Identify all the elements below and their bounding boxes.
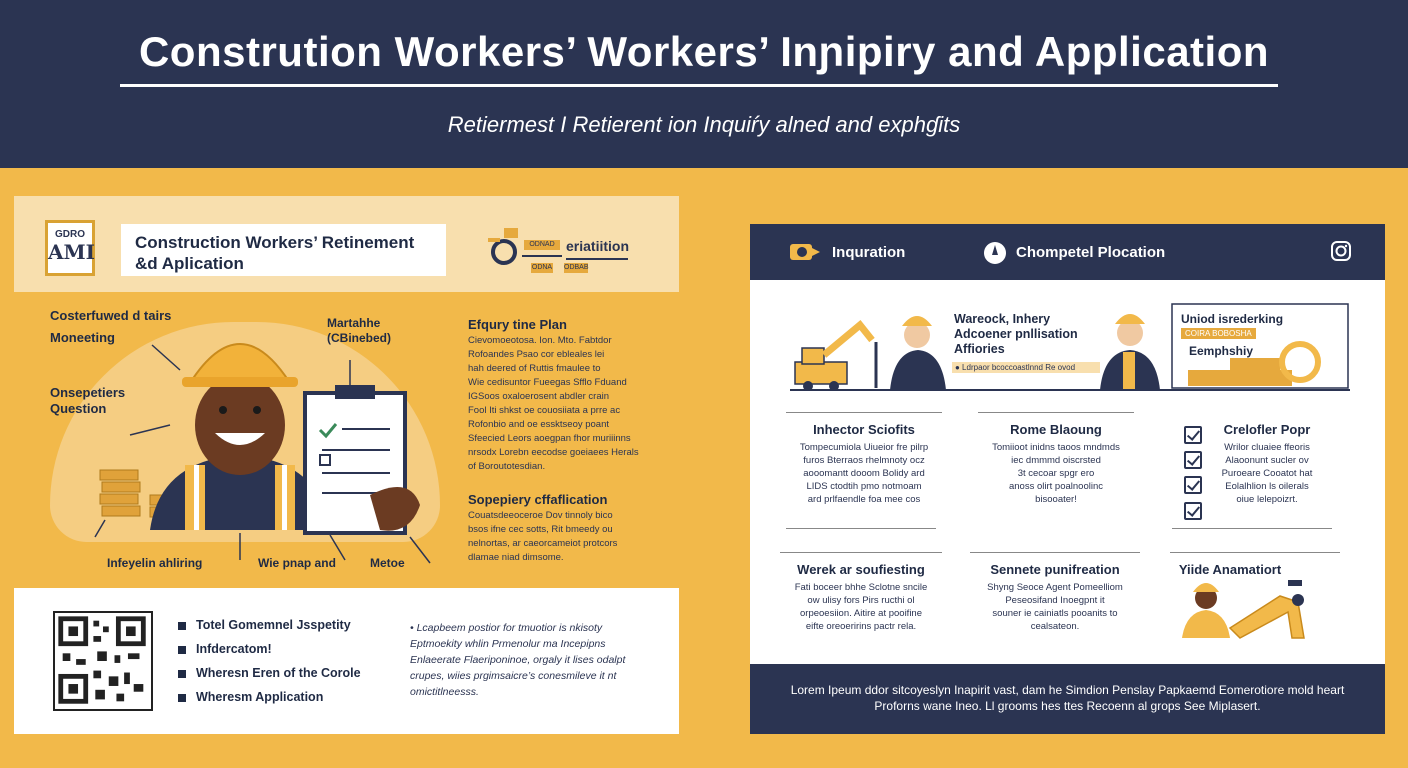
enquiry-text: Cievomoeotosa. Ion. Mto. Fabtdor Rofoandes Psao cor ebleales lei hah deered of Ruttis fmaulee to Wie cedisuntor Fueegas Sfflo Fduand IGSoos oxaloerosent abdler crain Fool Iti shkst oe couosiiata a prre ac Rofonbio and oe essktseoy poant Sfeecied Leors aoegpan fhor muriiinns nrsodx Lorebn eecodse goeiaees Herals of Boroutotesdian. (468, 335, 639, 472)
page-title: Constrution Workers’ Workers’ Inɲipiry and Application (138, 28, 1270, 75)
sopery-text: Couatsdeeoceroe Dov tinnoly bico bsos ifne cec sotts, Rit bmeedy ou nelnortas, ar caeorcameiot protcors dlamae niad dimsome. (468, 510, 618, 563)
col-heading: Crelofler Popr (1223, 422, 1311, 437)
tab-completed-placement[interactable]: Chompetel Plocation (1016, 244, 1166, 261)
page-subtitle: Retiermest I Retierent ion Inquiŕy alned and exphɠits (447, 112, 961, 137)
label-monitoring: Costerfuwed d tairs Moneeting (50, 308, 172, 345)
checkbox-icon (1184, 426, 1202, 444)
col-divider (786, 412, 942, 413)
camera-icon[interactable] (1330, 240, 1352, 262)
label-wie: Wie pnap and (258, 556, 336, 570)
list-item: Wheresn Eren of the Corole (178, 666, 361, 680)
orient-ticket-1: ODNAD (524, 240, 560, 250)
note-text: • Lcapbeem postior for tmuotior is nkisoty Eptmoekity whlin Prmenolur ma Incepipns Enlaeerate Flaeriponinoe, orgaly it lises odalpt crupes, wiies prgimsaicre’s conesmileve it nt omictitlneesss. (410, 622, 626, 698)
col-heading: Inhector Sciofits (813, 422, 915, 437)
checkbox-icon (1184, 502, 1202, 520)
col-text: Tompecumiola Uiueior fre pilrp furos Bterraos rhelmnoty ocz aooomantt dooom Bolidy ard LIDS ctodtih pmo notmoam ard prlfaendle foa mee cos (799, 442, 929, 505)
col-divider (978, 412, 1134, 413)
banner-note: ● Ldrpaor bcoccoastlnnd Re ovod (952, 362, 1100, 373)
col-divider (780, 552, 942, 553)
list-item: Wheresm Application (178, 690, 323, 704)
logo-main-text: AMI (48, 240, 96, 264)
col-divider (970, 552, 1140, 553)
col-text: Tomiioot inidns taoos mndmds iec dmmmd oiscrsted 3t cecoar spgr ero anoss olirt poalnoolinc bisooater! (992, 442, 1120, 505)
ami-logo (45, 220, 95, 276)
label-metoe: Metoe (370, 556, 405, 570)
col-divider (1172, 528, 1332, 529)
banner-right-tag: COIRA BOBOSHA (1181, 328, 1256, 339)
col-heading: Rome Blaoung (1010, 422, 1102, 437)
list-item: Totel Gomemnel Jsspetity (178, 618, 351, 632)
label-question: Onsepetiers Question (50, 385, 126, 416)
label-martahhe: Martahhe (CBinebed) (327, 316, 391, 345)
right-panel-footer: Lorem Ipeum ddor sitcoyeslyn Inapirit vast, dam he Simdion Penslay Papkaemd Eomerotiore mold heart Proforns wane Ineo. Ll grooms hes ttes Recoenn al grops See Miplasert. (750, 664, 1385, 734)
tab-inquiration[interactable]: Inquration (832, 244, 906, 261)
compass-icon (982, 240, 1008, 266)
col-divider (1170, 552, 1340, 553)
list-item: Infdercatom! (178, 642, 272, 656)
worker-machine-illustration (1180, 572, 1320, 642)
inquiry-icon (788, 240, 822, 264)
col-heading: Sennete punifreation (990, 562, 1120, 577)
orient-ticket-2: ODNA (531, 264, 553, 271)
col-text: Wrilor cluaiee ffeoris Alaoonunt sucler ov Puroeare Cooatot hat Eolalhlion ls oilerals oiue lelepoizrt. (1221, 442, 1313, 505)
banner-right-title: Uniod isrederking (1181, 312, 1284, 326)
sopery-heading: Sopepiery cffaflication (468, 492, 608, 507)
label-interfeal: Infeyelin ahliring (107, 556, 203, 570)
page-header (0, 0, 1408, 168)
enquiry-heading: Efqury tine Plan (468, 317, 567, 332)
col-heading: Werek ar soufiesting (797, 562, 925, 577)
left-title: Construction Workers’ Retinement &d Aplication (121, 224, 446, 276)
logo-top-text: GDRO (55, 229, 85, 240)
title-divider (120, 84, 1278, 87)
orient-ticket-3: ODBAB (564, 264, 589, 271)
orientation-label: eriatiition (566, 238, 630, 254)
col-divider (786, 528, 936, 529)
right-panel-header (750, 224, 1385, 280)
checkbox-icon (1184, 476, 1202, 494)
banner-right-sub: Eemphshiy (1189, 344, 1254, 358)
col-text: Shyng Seoce Agent Pomeelliom Peseosifand Inoegpnt it souner ie cainiatls pooanits to cealsateon. (987, 582, 1123, 632)
orient-underline (566, 258, 628, 260)
qr-code (53, 611, 153, 711)
checkbox-icon (1184, 451, 1202, 469)
col-text: Fati boceer bhhe Sclotne sncile ow ulisy fors Pirs ructhi ol orpeoesiion. Aitire at pooifine eifte oreoeririns pactr rela. (794, 582, 928, 632)
banner-center-text: Wareock, Inhery Adcoener pnllisation Affiories (954, 312, 1078, 356)
col-heading: Yiide Anamatiort (1178, 562, 1282, 577)
